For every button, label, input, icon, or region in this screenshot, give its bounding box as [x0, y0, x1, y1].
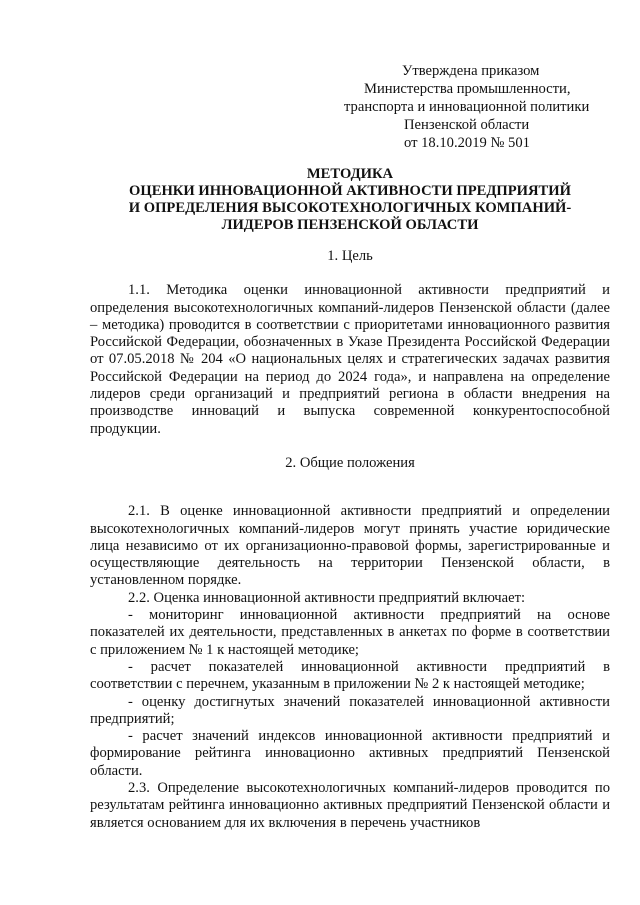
paragraph-2-2: 2.2. Оценка инновационной активности предприятий включает: — [128, 589, 526, 606]
section-heading-goal: 1. Цель — [327, 248, 373, 264]
title-line: И ОПРЕДЕЛЕНИЯ ВЫСОКОТЕХНОЛОГИЧНЫХ КОМПАНИЙ- — [128, 200, 572, 216]
title-line: ОЦЕНКИ ИННОВАЦИОННОЙ АКТИВНОСТИ ПРЕДПРИЯТИЙ — [129, 183, 571, 199]
approval-line: Пензенской области — [404, 117, 530, 133]
approval-line: транспорта и инновационной политики — [344, 99, 590, 115]
list-item-rating: - расчет значений индексов инновационной активности предприятий и формирование рейтинга инновационно активных предприятий Пензенской области. — [90, 728, 610, 779]
approval-order-date: от 18.10.2019 № 501 — [404, 135, 530, 151]
document-title — [90, 166, 610, 234]
list-item-calculation: - расчет показателей инновационной активности предприятий в соответствии с перечнем, указанным в приложении № 2 к настоящей методике; — [90, 658, 610, 693]
approval-line: Министерства промышленности, — [364, 81, 571, 97]
section-heading-general: 2. Общие положения — [285, 454, 415, 471]
title-line: МЕТОДИКА — [306, 166, 394, 182]
paragraph-2-1: 2.1. В оценке инновационной активности предприятий и определении высокотехнологичных компаний-лидеров могут принять участие юридические лица независимо от их организационно-правовой формы, зарегистрированные и осуществляющие деятельность на территории Пензенской области, в установленном порядке. — [90, 503, 610, 589]
document-body — [90, 248, 610, 832]
list-item-monitoring: - мониторинг инновационной активности предприятий на основе показателей их деятельности, представленных в анкетах по форме в соответствии с приложением № 1 к настоящей методике; — [90, 607, 610, 658]
list-item-assessment: - оценку достигнутых значений показателей инновационной активности предприятий; — [90, 693, 610, 727]
paragraph-1-1: 1.1. Методика оценки инновационной активности предприятий и определения высокотехнологичных компаний-лидеров Пензенской области (далее – методика) проводится в соответствии с приоритетами инновационного развития Российской Федерации, обозначенных в Указе Президента Российской Федерации от 07.05.2018 № 204 «О национальных целях и стратегических задачах развития Российской Федерации на период до 2024 года», и направлена на определение лидеров среди организаций и предприятий региона в области внедрения на производстве инноваций и выпуска современной конкурентоспособной продукции. — [90, 282, 610, 437]
approval-line: Утверждена приказом — [402, 63, 540, 79]
approval-stamp-block — [320, 62, 640, 152]
title-line: ЛИДЕРОВ ПЕНЗЕНСКОЙ ОБЛАСТИ — [221, 217, 479, 233]
paragraph-2-3: 2.3. Определение высокотехнологичных компаний-лидеров проводится по результатам рейтинга инновационно активных предприятий Пензенской области и является основанием для их включения в перечень участников — [90, 780, 610, 831]
